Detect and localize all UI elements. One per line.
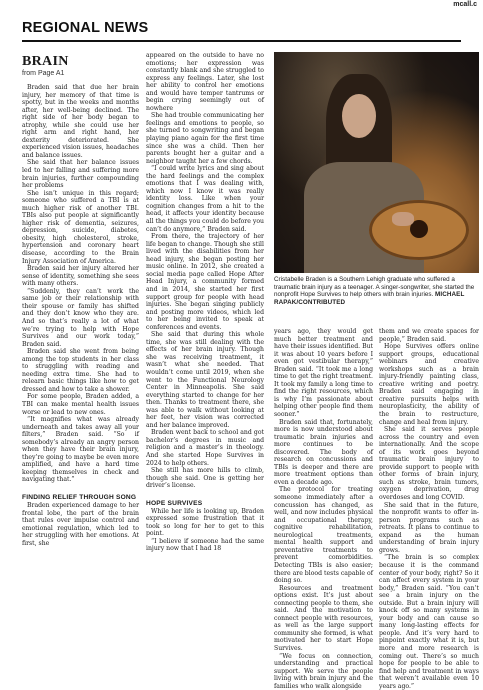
jump-line: from Page A1 bbox=[22, 70, 65, 77]
site-url[interactable]: mcall.c bbox=[453, 1, 477, 8]
paragraph: She said that in the future, the nonprofit wants to offer in-person programs such as retreats. It plans to continue to expand as the human understanding of brain injury grows. bbox=[379, 501, 479, 554]
paragraph: “We focus on connection, understanding and practical support. We serve the people living with brain injury and the families who walk alongside bbox=[274, 652, 373, 690]
paragraph: The protocol for treating someone immediately after a concussion has changed, as well, and now includes physical and occupational therapy, cognitive rehabilitation, neurological treatments, mental health support and preventative treatments to prevent comorbidities. Detecting TBIs is also easier; there are blood tests capable of doing so. bbox=[274, 486, 373, 585]
photo-credit: MICHAEL RAPAK/CONTRIBUTED bbox=[274, 291, 465, 306]
paragraph: them and we create spaces for people,” Braden said. bbox=[379, 328, 479, 343]
paragraph: years ago, they would get much better treatment and have their issues identified. But it was about 10 years before I even got vestibular therapy,” Braden said. “It took me a long time to get the right treatment. It took my family a long time to find the right resources, which is why I’m passionate about helping other people find them sooner.” bbox=[274, 328, 373, 419]
paragraph: She had trouble communicating her feelings and emotions to people, so she turned to songwriting and began playing piano again for the first time since she was a child. Then her parents bought her a guitar and a neighbor taught her a few chords. bbox=[146, 112, 264, 165]
paragraph: appeared on the outside to have no emotions; her expression was constantly blank and she struggled to express any feelings. Later, she lost her ability to control her emotions and would have temper tantrums or begin crying seemingly out of nowhere bbox=[146, 52, 264, 112]
paragraph: She said that her balance issues led to her falling and suffering more brain injuries, further compounding her problems bbox=[22, 159, 139, 190]
paragraph: “It magnifies what was already underneath and takes away all your filters,” Braden said. “So if somebody’s already an angry person when they have their brain injury, they’re going to maybe be even more amplified, and have a hard time keeping themselves in check and navigating that.” bbox=[22, 416, 139, 484]
paragraph: Resources and treatment options exist. It’s just about connecting people to them, she said. And the motivation to connect people with resources, as well as the large support community she formed, is what motivated her to start Hope Survives. bbox=[274, 584, 373, 652]
subhead-hope-survives: HOPE SURVIVES bbox=[146, 499, 203, 507]
paragraph: Braden said she went from being among the top students in her class to struggling with reading and needing extra time. She had to relearn basic things like how to get dressed and how to take a shower. bbox=[22, 348, 139, 393]
paragraph: She still has more hills to climb, though she said. One is getting her driver’s license. bbox=[146, 467, 264, 490]
paragraph: She said that during this whole time, she was still dealing with the effects of her brain injury. Though she was receiving treatment, it wasn’t what she needed. That wouldn’t come until 2019, when she went to the Functional Neurology Center in Minneapolis. She said everything started to change for her then. Thanks to treatment there, she was able to walk without looking at her feet, her vision was corrected and her balance improved. bbox=[146, 331, 264, 429]
photo-hand bbox=[392, 212, 414, 226]
story-photo bbox=[274, 52, 479, 273]
photo-face bbox=[342, 94, 376, 138]
section-title: REGIONAL NEWS bbox=[22, 20, 461, 42]
column-3 bbox=[274, 328, 373, 690]
caption-text: Cristabelle Braden is a Southern Lehigh graduate who suffered a traumatic brain injury as a teenager. A singer-songwriter, she started the nonprofit Hope Survives to help others with brain injuries. bbox=[274, 276, 475, 299]
paragraph: While her life is looking up, Braden expressed some frustration that it took so long for her to get to this point. bbox=[146, 507, 264, 538]
paragraph: She said it serves people across the country and even internationally. And the scope of its work goes beyond traumatic brain injury to provide support to people with other forms of brain injury, such as stroke, brain tumors, oxygen deprivation, drug overdoses and long COVID. bbox=[379, 426, 479, 502]
story-kicker: BRAIN bbox=[22, 54, 69, 69]
paragraph: From there, the trajectory of her life began to change. Though she still lived with the disabilities from her head injury, she began posting her music online. In 2012, she created a social media page called Hope After Head Injury, a community formed and in 2014, she started her first support group for people with head injuries. She began singing publicly and posting more videos, which led to her being invited to speak at conferences and events. bbox=[146, 233, 264, 331]
paragraph: “Suddenly, they can’t work the same job or their relationship with their spouse or family has shifted and they don’t know who they are. And so that’s really a lot of what we’re trying to help with Hope Survives and our work today,” Braden said. bbox=[22, 287, 139, 348]
column-2 bbox=[146, 52, 264, 675]
paragraph: She isn’t unique in this regard; someone who suffered a TBI is at much higher risk of another TBI. TBIs also put people at significantly higher risk of dementia, seizures, depression, suicide, diabetes, obesity, high cholesterol, stroke, hypertension and coronary heart disease, according to the Brain Injury Association of America. bbox=[22, 189, 139, 265]
paragraph: “I could write lyrics and sing about the hard feelings and the complex emotions that I was dealing with, which now I know it was really identity loss. Like when your cognition changes from a hit to the head, it affects your identity because all the things you could do before you can’t do anymore,” Braden said. bbox=[146, 165, 264, 233]
paragraph: “The brain is so complex because it is the command center of your body, right? So it can affect every system in your body,” Braden said. “You can’t see a brain injury on the outside. But a brain injury will knock off so many systems in your body and can cause so many long-lasting effects for people. And it’s very hard to pinpoint exactly what it is, but more and more research is coming out. There’s so much hope for people to be able to find help and treatment in ways that weren’t available even 10 years ago.” bbox=[379, 554, 479, 690]
column-4 bbox=[379, 328, 479, 690]
paragraph: Braden went back to school and got bachelor’s degrees in music and religion and a master’s in theology. And she started Hope Survives in 2024 to help others. bbox=[146, 429, 264, 467]
paragraph: For some people, Braden added, a TBI can make mental health issues worse or lead to new ones. bbox=[22, 393, 139, 416]
photo-caption bbox=[274, 276, 479, 306]
paragraph: Braden said that, fortunately, more is now understood about traumatic brain injuries and more continues to be discovered. The body of research on concussions and TBIs is deeper and there are more treatment options than even a decade ago. bbox=[274, 418, 373, 486]
subhead-finding-relief: FINDING RELIEF THROUGH SONG bbox=[22, 493, 137, 501]
paragraph: Braden said that due her brain injury, her memory of that time is spotty, but in the weeks and months after, her well-being declined. The right side of her body began to atrophy, while she could use her right arm and right hand, her dexterity deteriorated. She experienced vision issues, headaches and balance issues. bbox=[22, 84, 139, 159]
column-1 bbox=[22, 52, 139, 675]
paragraph: Hope Survives offers online support groups, educational webinars and creative workshops such as a brain injury-friendly painting class, creative writing and poetry. Braden said engaging in creative pursuits helps with neuroplasticity, the ability of the brain to restructure, change and heal from injury. bbox=[379, 343, 479, 426]
paragraph: “I believe if someone had the same injury now that I had 18 bbox=[146, 537, 264, 553]
paragraph: Braden said her injury altered her sense of identity, something she sees with many others. bbox=[22, 265, 139, 288]
paragraph: Braden experienced damage to her frontal lobe, the part of the brain that rules over impulse control and emotional regulation, which led to her struggling with her emotions. At first, she bbox=[22, 501, 139, 547]
